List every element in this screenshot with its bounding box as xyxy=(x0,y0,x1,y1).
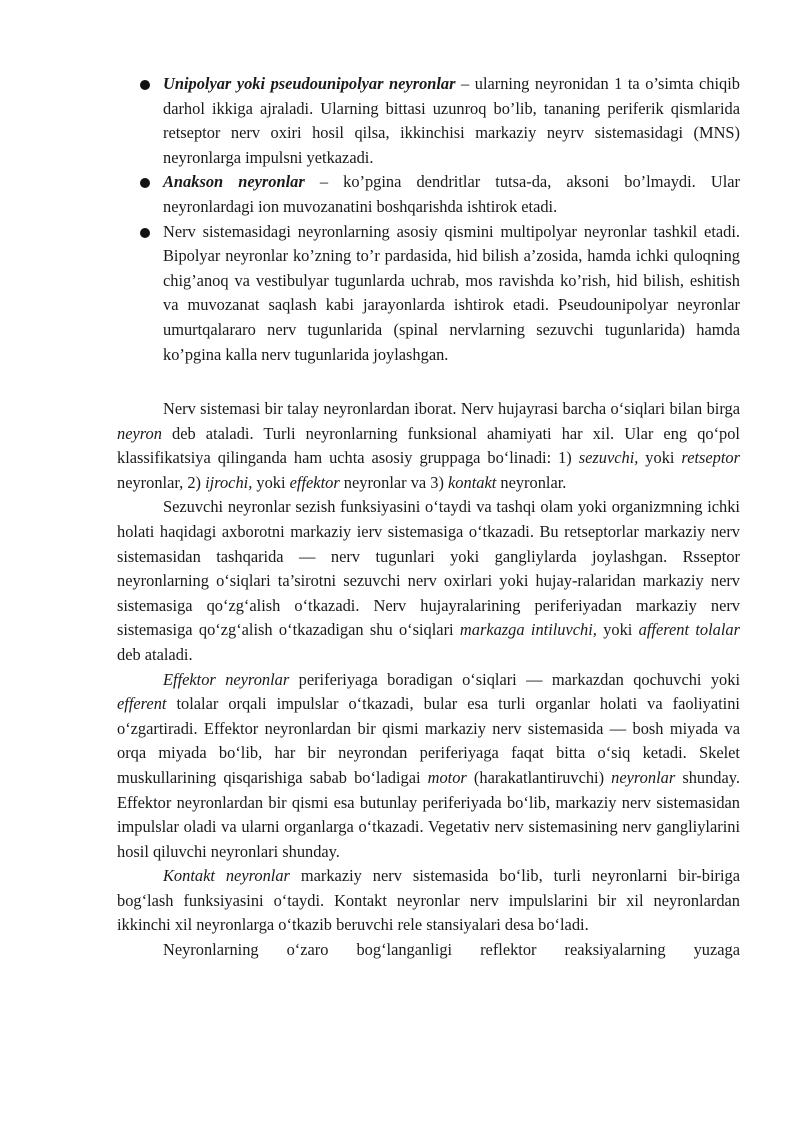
bullet-icon xyxy=(140,178,150,188)
paragraph: Neyronlarning o‘zaro bog‘langanligi reflektor reaksiyalarning yuzaga xyxy=(163,940,740,960)
bullet-list xyxy=(0,72,800,367)
list-item-text: Unipolyar yoki pseudounipolyar neyronlar – ularning neyronidan 1 ta o’simta chiqib darhol ikkiga ajraladi. Ularning bittasi uzunroq bo’lib, tananing periferik qismlarida retseptor nerv oxiri hosil qilsa, ikkinchisi markaziy neyrv sistemasidagi (MNS) neyronlarga impulsni yetkazadi. xyxy=(163,74,740,167)
paragraph: Effektor neyronlar periferiyaga boradigan o‘siqlari — markazdan qochuvchi yoki efferent tolalar orqali impulslar o‘tkazadi, bular esa turli organlar holati va faoliyatini o‘zgartiradi. Effektor neyronlardan bir qismi markaziy nerv sistemasida — bosh miyada va orqa miyada bo‘lib, har bir neyrondan periferiyaga faqat bitta o‘siq ketadi. Skelet muskullarining qisqarishiga sabab bo‘ladigai motor (harakatlantiruvchi) neyronlar shunday. Effektor neyronlardan bir qismi esa butunlay periferiyada bo‘lib, markaziy nerv sistemasidan impulslar oladi va ularni organlarga o‘tkazadi. Vegetativ nerv sistemasining nerv gangliylarini hosil qiluvchi neyronlari shunday. xyxy=(117,669,740,861)
bullet-icon xyxy=(140,80,150,90)
paragraph: Nerv sistemasi bir talay neyronlardan iborat. Nerv hujayrasi barcha o‘siqlari bilan birga neyron deb ataladi. Turli neyronlarning funksional ahamiyati har xil. Ular eng qo‘pol klassifikatsiya qilinganda ham uchta asosiy gruppaga bo‘linadi: 1) sezuvchi, yoki retseptor neyronlar, 2) ijrochi, yoki effektor neyronlar va 3) kontakt neyronlar. xyxy=(117,399,740,492)
list-item xyxy=(0,72,800,170)
paragraph: Sezuvchi neyronlar sezish funksiyasini o‘taydi va tashqi olam yoki organizmning ichki holati haqidagi axborotni markaziy ierv sistemasiga o‘tkazadi. Bu retseptorlar markaziy nerv sistemasidan tashqarida — nerv tugunlari yoki gangliylarda joylashgan. Rsseptor neyronlarning o‘siqlari ta’sirotni sezuvchi nerv oxirlari yoki hujay-ralaridan markaziy nerv sistemasiga qo‘zg‘alish o‘tkazadi. Nerv hujayralarining periferiyadan markaziy nerv sistemasiga qo‘zg‘alish o‘tkazadigan shu o‘siqlari markazga intiluvchi, yoki afferent tolalar deb ataladi. xyxy=(117,497,740,664)
paragraph: Kontakt neyronlar markaziy nerv sistemasida bo‘lib, turli neyronlarni bir-biriga bog‘lash funksiyasini o‘taydi. Kontakt neyronlar nerv impulslarini bir xil neyronlardan ikkinchi xil neyronlarga o‘tkazib beruvchi rele stansiyalari desa bo‘ladi. xyxy=(117,866,740,935)
list-item-text: Nerv sistemasidagi neyronlarning asosiy qismini multipolyar neyronlar tashkil etadi. Bipolyar neyronlar ko’zning to’r pardasida, hid bilish a’zosida, hamda ichki quloqning chig’anoq va vestibulyar tugunlarda uchrab, mos ravishda ko’rish, hid bilish, eshitish va muvozanat saqlash kabi jarayonlarda ishtirok etadi. Pseudounipolyar neyronlar umurtqalararo nerv tugunlarida (spinal nervlarning sezuvchi tugunlarida) hamda ko’pgina kalla nerv tugunlarida joylashgan. xyxy=(163,221,740,364)
bullet-icon xyxy=(140,228,150,238)
list-item-text: Anakson neyronlar – ko’pgina dendritlar tutsa-da, aksoni bo’lmaydi. Ular neyronlardagi ion muvozanatini boshqarishda ishtirok etadi. xyxy=(163,172,740,216)
list-item xyxy=(0,220,800,368)
term: Anakson neyronlar xyxy=(163,172,305,192)
body-text xyxy=(0,397,800,963)
term: Unipolyar yoki pseudounipolyar neyronlar xyxy=(163,74,456,93)
list-item xyxy=(0,170,800,219)
